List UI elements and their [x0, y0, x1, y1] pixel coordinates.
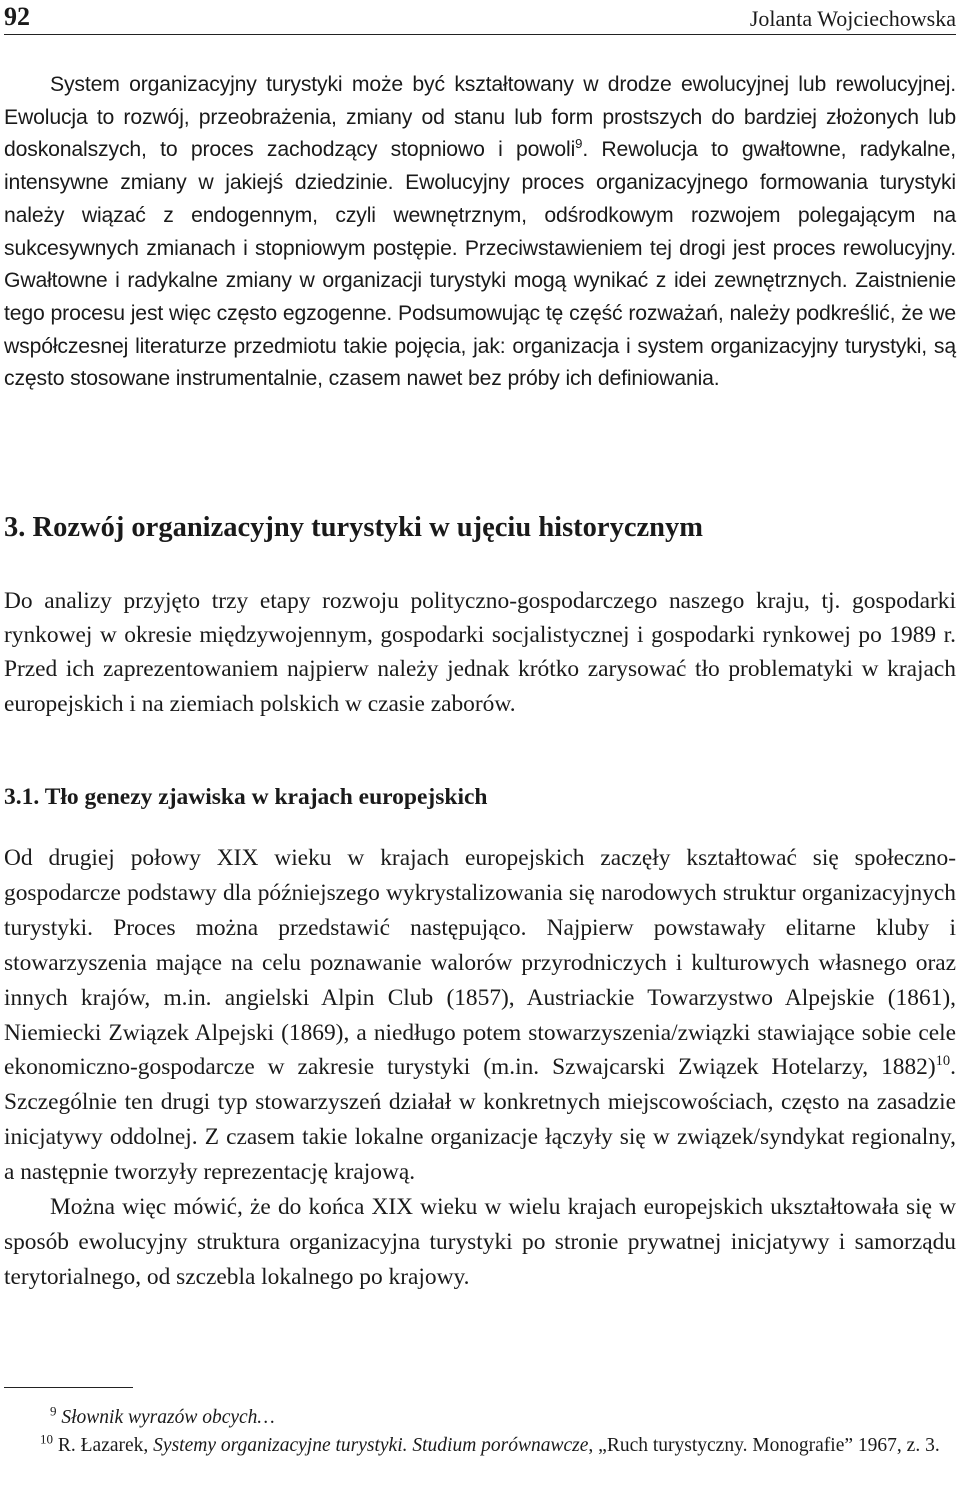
footnote-9 — [4, 1404, 956, 1432]
body-paragraph — [4, 69, 956, 396]
paragraph-evolution-revolution — [4, 69, 956, 396]
footnote-title: Systemy organizacyjne turystyki. Studium porównawcze — [153, 1434, 589, 1456]
body-paragraph — [4, 841, 956, 1190]
running-header — [4, 0, 956, 35]
section-intro — [4, 584, 956, 721]
footnote-ref-9[interactable]: 9 — [575, 136, 583, 152]
running-author: Jolanta Wojciechowska — [749, 6, 956, 31]
page-number: 92 — [4, 2, 30, 31]
section-heading: 3. Rozwój organizacyjny turystyki w ujęciu historycznym — [4, 512, 703, 543]
footnote-author: R. Łazarek, — [57, 1434, 154, 1456]
footnote-ref-10[interactable]: 10 — [935, 1053, 951, 1070]
footnotes — [4, 1404, 956, 1459]
paragraph-text: Od drugiej połowy XIX wieku w krajach europejskich zaczęły kształtować się społeczno-gospodarcze podstawy dla późniejszego wykrystalizowania się narodowych struktur organizacyjnych turystyki. Proces można przedstawić następująco. Najpierw powstawały elitarne kluby i stowarzyszenia mające na celu poznawanie walorów przyrodniczych i kulturowych własnego oraz innych krajów, m.in. angielski Alpin Club (1857), Austriackie Towarzystwo Alpejskie (1861), Niemiecki Związek Alpejski (1869), a niedługo potem stowarzyszenia/związki stawiające sobie cele ekonomiczno-gospodarcze w zakresie turystyki (m.in. Szwajcarski Związek Hotelarzy, 1882) — [4, 845, 956, 1081]
footnote-source: , „Ruch turystyczny. Monografie” 1967, z. 3. — [588, 1434, 940, 1456]
footnote-number: 10 — [40, 1431, 53, 1446]
paragraph-text: . Rewolucja to gwałtowne, radykalne, intensywne zmiany w jakiejś dziedzinie. Ewolucyjny proces organizacyjnego formowania turystyki należy wiązać z endogennym, czyli wewnętrznym, odśrodkowym rozwojem polegającym na sukcesywnych zmianach i stopniowym postępie. Przeciwstawieniem tej drogi jest proces rewolucyjny. Gwałtowne i radykalne zmiany w organizacji turystyki mogą wynikać z idei zewnętrznych. Zaistnienie tego procesu jest więc często egzogenne. Podsumowując tę część rozważań, należy podkreślić, że we współczesnej literaturze przedmiotu takie pojęcia, jak: organizacja i system organizacyjny turystyki, są często stosowane instrumentalnie, czasem nawet bez próby ich definiowania. — [4, 138, 957, 391]
footnote-10 — [4, 1432, 956, 1460]
body-paragraph: Do analizy przyjęto trzy etapy rozwoju polityczno-gospodarczego naszego kraju, tj. gospodarki rynkowej w okresie międzywojennym, gospodarki socjalistycznej i gospodarki rynkowej po 1989 r. Przed ich zaprezentowaniem najpierw należy jednak krótko zarysować tło problematyki w krajach europejskich i na ziemiach polskich w czasie zaborów. — [4, 588, 956, 717]
footnote-divider — [4, 1387, 133, 1388]
paragraph-text: System organizacyjny turystyki może być kształtowany w drodze ewolucyjnej lub rewolucyjnej. Ewolucja to rozwój, przeobrażenia, zmiany od stanu lub form prostszych do bardziej złożonych lub doskonalszych, to proces zachodzący stopniowo i powoli — [4, 73, 956, 162]
body-paragraph: Można więc mówić, że do końca XIX wieku w wielu krajach europejskich ukształtowała się w sposób ewolucyjny struktura organizacyjna turystyki po stronie prywatnej inicjatywy i samorządu terytorialnego, od szczebla lokalnego po krajowy. — [4, 1194, 956, 1290]
subsection-heading: 3.1. Tło genezy zjawiska w krajach europejskich — [4, 784, 488, 810]
paragraph-text: . Szczególnie ten drugi typ stowarzyszeń działał w konkretnych miejscowościach, często na zasadzie inicjatywy oddolnej. Z czasem takie lokalne organizacje łączyły się w związek/syndykat regionalny, a następnie tworzyły reprezentację krajową. — [4, 1054, 956, 1186]
subsection-body — [4, 841, 956, 1295]
footnote-number: 9 — [50, 1403, 57, 1419]
footnote-title: Słownik wyrazów obcych… — [61, 1407, 275, 1428]
